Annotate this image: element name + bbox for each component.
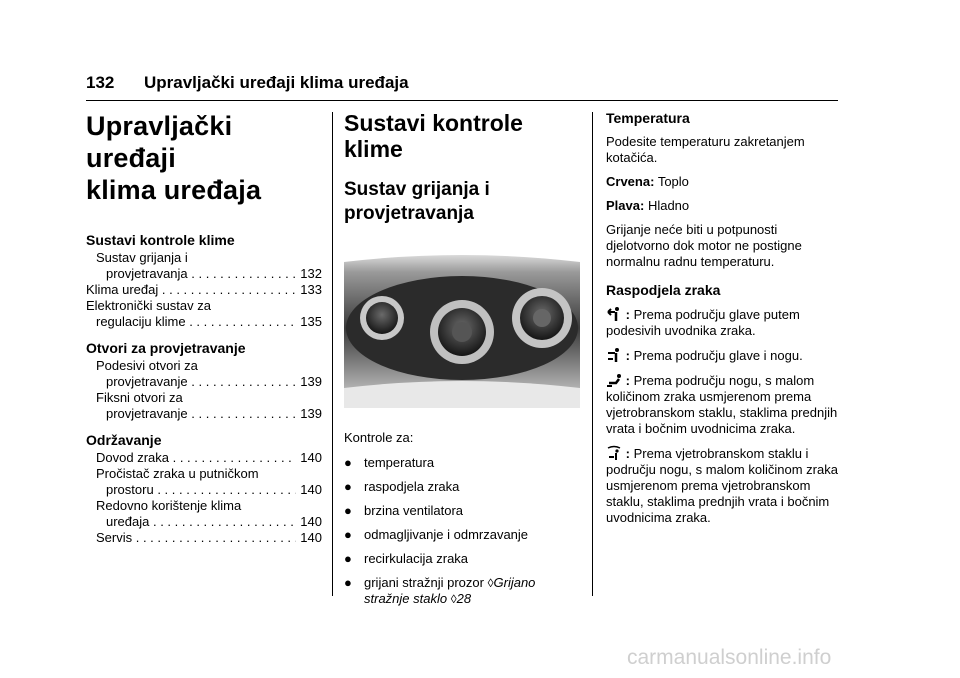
defrost-floor-vent-icon (606, 445, 622, 461)
list-item: ● grijani stražnji prozor ◊Grijano stražnje staklo ◊28 (344, 575, 536, 606)
floor-vent-icon (606, 372, 622, 388)
climate-control-photo (344, 248, 580, 408)
mode-defrost-floor: : Prema vjetrobranskom staklu i području nogu, s malom količinom zraka usmjerenom prema vjetrobranskom staklu, staklima prednjih vrata i bočnim uvodnicima zraka. (606, 446, 838, 525)
mode-floor: : Prema području nogu, s malom količinom zraka usmjerenom prema vjetrobranskom staklu, staklima prednjih vrata i bočnim uvodnicima zraka. (606, 373, 838, 436)
subsection-title: Sustav grijanja i provjetravanja (344, 179, 490, 224)
cross-reference-icon: ◊ (487, 576, 494, 590)
toc-entry[interactable]: provjetravanja . . . 132 (86, 266, 322, 282)
toc-entry[interactable]: Podesivi otvori za (96, 358, 198, 373)
controls-intro: Kontrole za: (344, 430, 414, 445)
climate-column (344, 110, 580, 615)
column-divider (332, 112, 333, 596)
toc-section-title: Sustavi kontrole klime (86, 232, 235, 248)
toc-entry[interactable]: provjetravanje . . . 139 (86, 406, 322, 422)
blue-line: Plava: Hladno (606, 198, 690, 213)
mode-face: : Prema području glave putem podesivih uvodnika zraka. (606, 307, 800, 338)
heating-note: Grijanje neće biti u potpunosti djelotvorno dok motor ne postigne normalnu radnu temperaturu. (606, 222, 802, 269)
section-title: Sustavi kontrole klime (344, 110, 523, 162)
info-column (606, 110, 842, 534)
column-divider (592, 112, 593, 596)
toc-entry[interactable]: Servis . . . 140 (86, 530, 322, 546)
list-item: ● temperatura (344, 455, 435, 470)
list-item: ● odmagljivanje i odmrzavanje (344, 527, 529, 542)
temperature-title: Temperatura (606, 110, 690, 126)
toc-column (86, 110, 322, 546)
toc-entry[interactable]: Dovod zraka . . . 140 (86, 450, 322, 466)
list-item: ● raspodjela zraka (344, 479, 460, 494)
red-line: Crvena: Toplo (606, 174, 689, 189)
toc-entry[interactable]: Fiksni otvori za (96, 390, 183, 405)
mode-face-floor: : Prema području glave i nogu. (606, 347, 842, 364)
chapter-title: Upravljački uređaji klima uređaja (86, 111, 262, 205)
toc-entry[interactable]: uređaja . . . 140 (86, 514, 322, 530)
toc-section-title: Otvori za provjetravanje (86, 340, 246, 356)
toc-entry[interactable]: provjetravanje . . . 139 (86, 374, 322, 390)
toc-entry[interactable]: Klima uređaj . . . 133 (86, 282, 322, 298)
toc-section-title: Održavanje (86, 432, 162, 448)
watermark: carmanualsonline.info (627, 646, 832, 669)
list-item: ● recirkulacija zraka (344, 551, 469, 566)
face-floor-vent-icon (606, 347, 622, 363)
list-item: ● brzina ventilatora (344, 503, 463, 518)
page-number: 132 (86, 73, 115, 92)
toc-entry[interactable]: Elektronički sustav za (86, 298, 211, 313)
cross-reference-link[interactable]: Grijano (493, 575, 536, 590)
toc-entry[interactable]: Redovno korištenje klima (96, 498, 242, 513)
page-header (86, 73, 838, 101)
temperature-text: Podesite temperaturu zakretanjem kotačića. (606, 134, 805, 165)
header-title: Upravljački uređaji klima uređaja (144, 73, 409, 92)
toc-entry[interactable]: Pročistač zraka u putničkom (96, 466, 259, 481)
distribution-title: Raspodjela zraka (606, 282, 721, 298)
toc-entry[interactable]: prostoru . . . 140 (86, 482, 322, 498)
face-vent-icon (606, 306, 622, 322)
toc-entry[interactable]: regulaciju klime . . . 135 (86, 314, 322, 330)
toc-entry[interactable]: Sustav grijanja i (96, 250, 188, 265)
page-reference[interactable]: 28 (456, 591, 472, 606)
